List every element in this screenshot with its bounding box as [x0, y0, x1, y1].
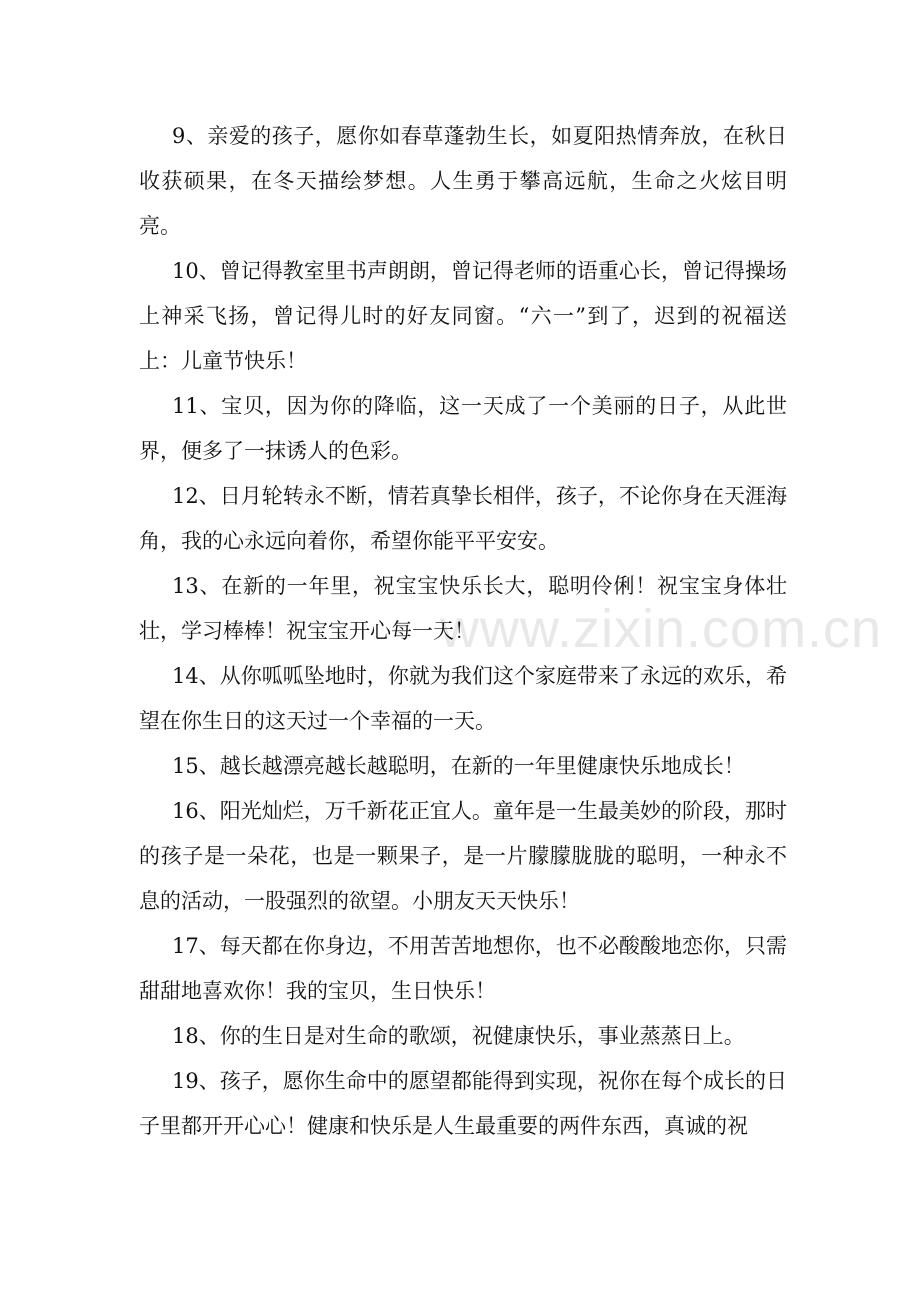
paragraph-10: 10、曾记得教室里书声朗朗，曾记得老师的语重心长，曾记得操场上神采飞扬，曾记得儿时的好友同窗。“六一”到了，迟到的祝福送上：儿童节快乐！ — [139, 259, 787, 373]
paragraph-11: 11、宝贝，因为你的降临，这一天成了一个美丽的日子，从此世界，便多了一抹诱人的色彩。 — [139, 394, 787, 463]
paragraph-18: 18、你的生日是对生命的歌颂，祝健康快乐，事业蒸蒸日上。 — [172, 1024, 745, 1048]
paragraph-14: 14、从你呱呱坠地时，你就为我们这个家庭带来了永远的欢乐，希望在你生日的这天过一个幸福的一天。 — [139, 664, 787, 733]
paragraph-19: 19、孩子，愿你生命中的愿望都能得到实现，祝你在每个成长的日子里都开开心心！健康和快乐是人生最重要的两件东西，真诚的祝 — [139, 1069, 787, 1138]
paragraph-16: 16、阳光灿烂，万千新花正宜人。童年是一生最美妙的阶段，那时的孩子是一朵花，也是一颗果子，是一片朦朦胧胧的聪明，一种永不息的活动，一股强烈的欲望。小朋友天天快乐！ — [139, 799, 787, 913]
paragraph-9: 9、亲爱的孩子，愿你如春草蓬勃生长，如夏阳热情奔放，在秋日收获硕果，在冬天描绘梦想。人生勇于攀高远航，生命之火炫目明亮。 — [139, 124, 787, 238]
paragraph-12: 12、日月轮转永不断，情若真挚长相伴，孩子，不论你身在天涯海角，我的心永远向着你，希望你能平平安安。 — [139, 484, 787, 553]
paragraph-15: 15、越长越漂亮越长越聪明，在新的一年里健康快乐地成长！ — [172, 754, 745, 778]
document-body — [139, 114, 787, 1149]
watermark-text: www.zixin.com.cn — [440, 599, 883, 659]
paragraph-13: 13、在新的一年里，祝宝宝快乐长大，聪明伶俐！祝宝宝身体壮壮，学习棒棒！祝宝宝开心每一天！ — [139, 574, 787, 643]
paragraph-17: 17、每天都在你身边，不用苦苦地想你，也不必酸酸地恋你，只需甜甜地喜欢你！我的宝贝，生日快乐！ — [139, 934, 787, 1003]
